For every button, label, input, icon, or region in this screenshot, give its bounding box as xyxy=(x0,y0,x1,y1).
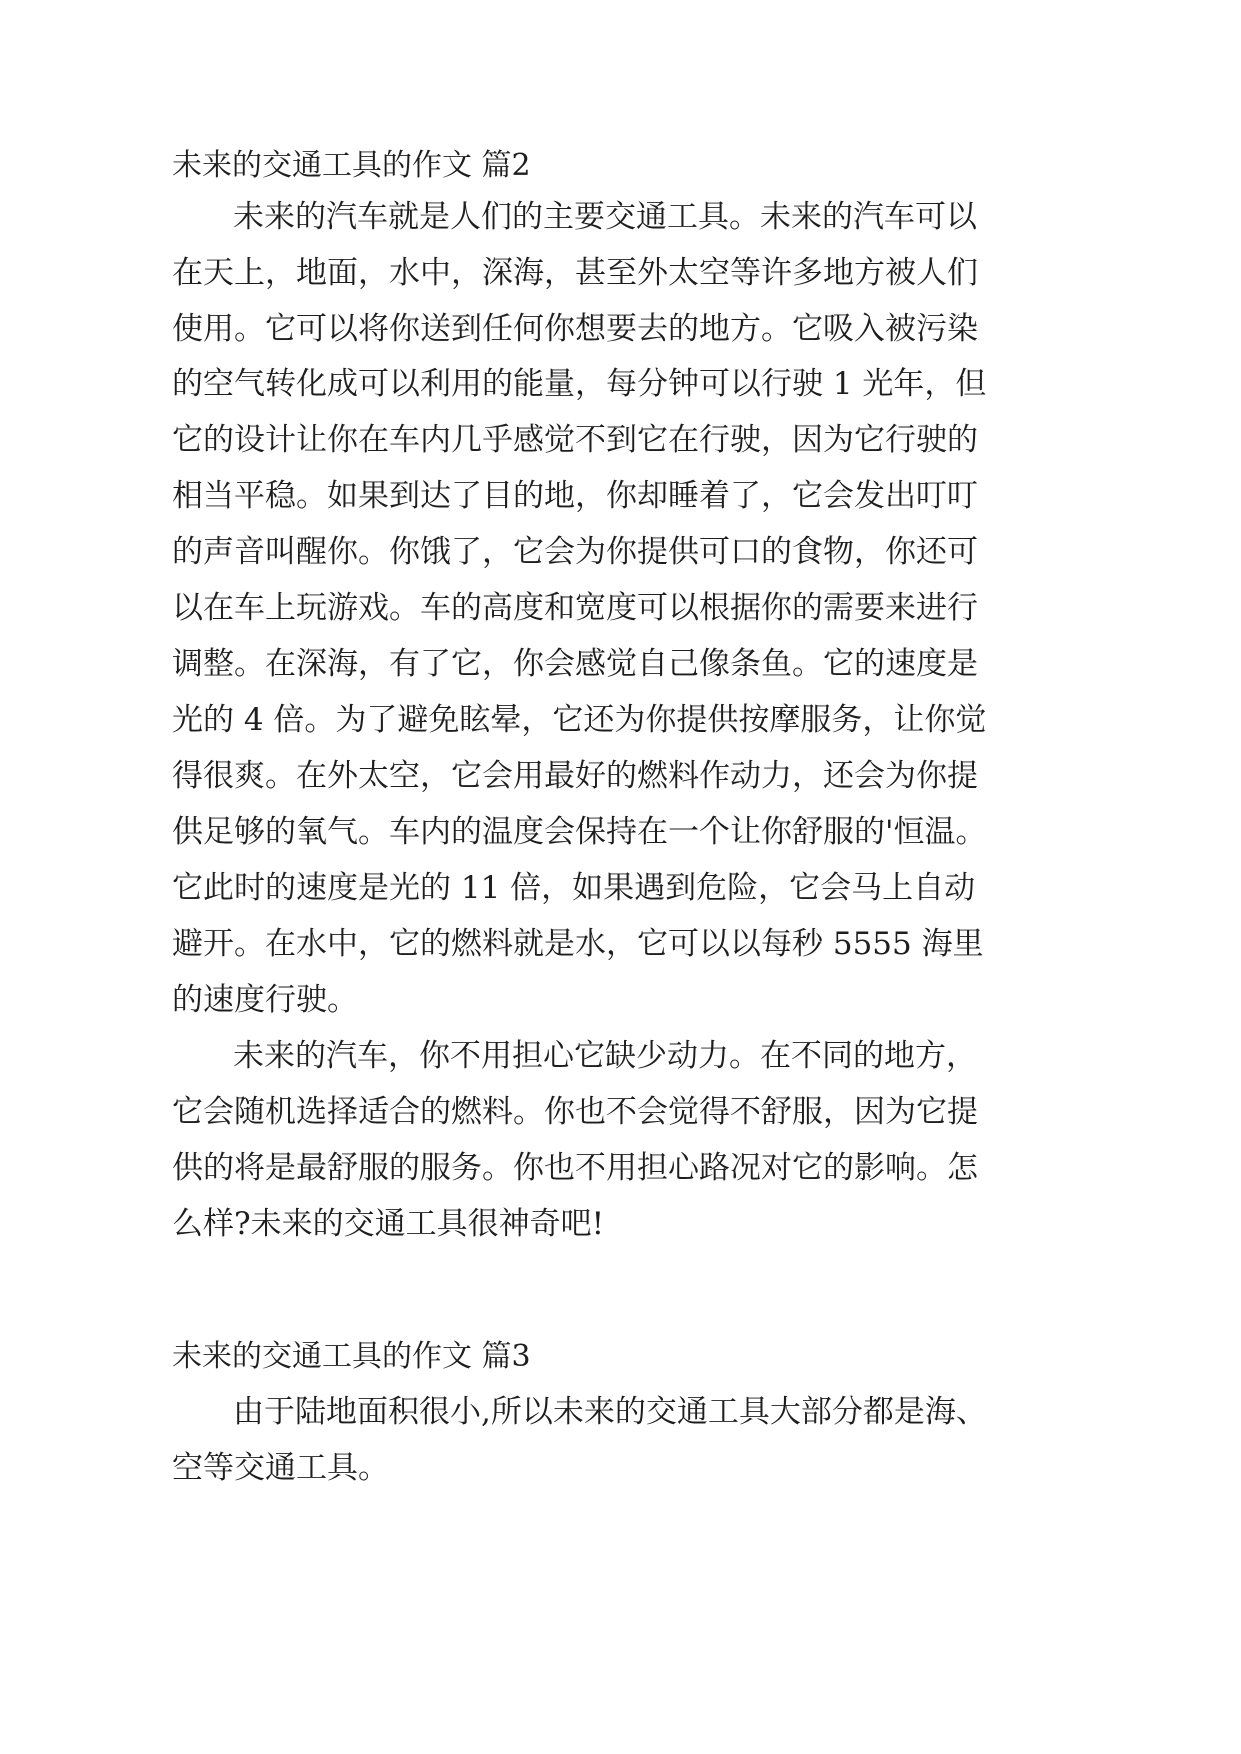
paragraph-line: 它此时的速度是光的 11 倍，如果遇到危险，它会马上自动 xyxy=(172,870,976,906)
paragraph-line: 它会随机选择适合的燃料。你也不会觉得不舒服，因为它提 xyxy=(172,1094,978,1130)
paragraph-line: 的声音叫醒你。你饿了，它会为你提供可口的食物，你还可 xyxy=(172,534,978,570)
paragraph-line: 使用。它可以将你送到任何你想要去的地方。它吸入被污染 xyxy=(172,311,978,347)
paragraph-line: 在天上，地面，水中，深海，甚至外太空等许多地方被人们 xyxy=(172,255,978,291)
paragraph-line: 未来的汽车，你不用担心它缺少动力。在不同的地方， xyxy=(233,1038,977,1074)
paragraph-line: 么样?未来的交通工具很神奇吧! xyxy=(172,1206,605,1242)
paragraph-line: 避开。在水中，它的燃料就是水，它可以以每秒 5555 海里 xyxy=(172,926,984,962)
paragraph-line: 由于陆地面积很小,所以未来的交通工具大部分都是海、 xyxy=(233,1394,987,1430)
paragraph-line: 的空气转化成可以利用的能量，每分钟可以行驶 1 光年，但 xyxy=(172,366,987,402)
paragraph-line: 供的将是最舒服的服务。你也不用担心路况对它的影响。怎 xyxy=(172,1150,978,1186)
paragraph-line: 得很爽。在外太空，它会用最好的燃料作动力，还会为你提 xyxy=(172,758,978,794)
section-heading: 未来的交通工具的作文 篇3 xyxy=(172,1339,531,1374)
paragraph-line: 的速度行驶。 xyxy=(172,982,358,1018)
paragraph-line: 它的设计让你在车内几乎感觉不到它在行驶，因为它行驶的 xyxy=(172,422,978,458)
paragraph-line: 供足够的氧气。车内的温度会保持在一个让你舒服的'恒温。 xyxy=(172,814,987,850)
paragraph-line: 调整。在深海，有了它，你会感觉自己像条鱼。它的速度是 xyxy=(172,646,978,682)
paragraph-line: 空等交通工具。 xyxy=(172,1450,389,1486)
paragraph-line: 相当平稳。如果到达了目的地，你却睡着了，它会发出叮叮 xyxy=(172,478,978,514)
paragraph-line: 未来的汽车就是人们的主要交通工具。未来的汽车可以 xyxy=(233,199,977,235)
section-heading: 未来的交通工具的作文 篇2 xyxy=(172,148,531,183)
paragraph-line: 光的 4 倍。为了避免眩晕，它还为你提供按摩服务，让你觉 xyxy=(172,702,987,738)
paragraph-line: 以在车上玩游戏。车的高度和宽度可以根据你的需要来进行 xyxy=(172,590,978,626)
